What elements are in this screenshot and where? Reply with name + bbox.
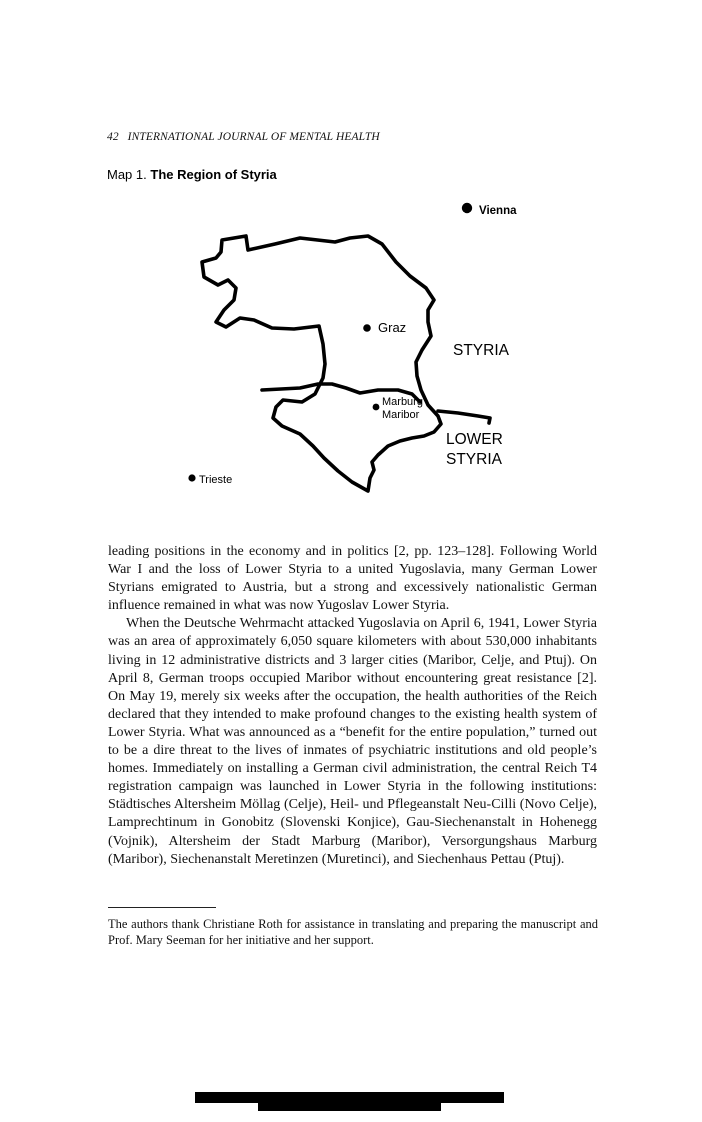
vienna-label: Vienna xyxy=(479,205,517,217)
graz-label: Graz xyxy=(378,320,407,335)
vienna-marker xyxy=(462,203,472,213)
maribor-marker xyxy=(373,404,380,411)
paragraph: When the Deutsche Wehrmacht attacked Yugoslavia on April 6, 1941, Lower Styria was an area of approximately 6,050 square kilometers with about 530,000 inhabitants living in 12 administrative districts and 3 larger cities (Maribor, Celje, and Ptuj). On April 8, German troops occupied Maribor without encountering great resistance [2]. On May 19, merely six weeks after the occupation, the health authorities of the Reich declared that they intended to make profound changes to the existing health system of Lower Styria. What was announced as a “benefit for the entire population,” turned out to be a dire threat to the lives of inmates of psychiatric institutions and old people’s homes. Immediately on installing a German civil administration, the central Reich T4 registration campaign was launched in Lower Styria in the following institutions: Städtisches Altersheim Möllag (Celje), Heil- und Pflegeanstalt Neu-Cilli (Novo Celje), Lamprechtinum in Gonobitz (Slovenski Konjice), Gau-Siechenanstalt in Hohenegg (Vojnik), Altersheim der Stadt Marburg (Maribor), Versorgungshaus Marburg (Maribor), Siechenanstalt Meretinzen (Muretinci), and Siechenhaus Pettau (Ptuj). xyxy=(108,616,597,867)
map-label: Map 1. xyxy=(107,167,147,182)
eastern-border xyxy=(438,411,490,423)
lower-styria-label-line1: LOWER xyxy=(446,431,503,448)
map-title-text: The Region of Styria xyxy=(150,167,277,182)
styria-map xyxy=(0,0,702,530)
paragraph: leading positions in the economy and in politics [2, pp. 123–128]. Following World War I and the loss of Lower Styria to a united Yugoslavia, many German Lower Styrians emigrated to Austria, but a strong and excessively nationalistic German influence remained in what was now Yugoslav Lower Styria. xyxy=(108,544,597,614)
scan-redaction-bar xyxy=(258,1100,441,1111)
maribor-label: Maribor xyxy=(382,409,420,421)
marburg-label: Marburg xyxy=(382,396,423,408)
trieste-label: Trieste xyxy=(199,474,233,486)
graz-marker xyxy=(363,324,371,332)
styria-boundary xyxy=(202,236,441,491)
body-text xyxy=(108,543,597,869)
footnote: The authors thank Christiane Roth for assistance in translating and preparing the manuscript and Prof. Mary Seeman for her initiative and her support. xyxy=(108,917,598,947)
styria-label: STYRIA xyxy=(453,342,509,359)
lower-styria-label-line2: STYRIA xyxy=(446,451,502,468)
footnote-divider xyxy=(108,907,216,908)
journal-title: INTERNATIONAL JOURNAL OF MENTAL HEALTH xyxy=(127,131,380,143)
page-number: 42 xyxy=(107,131,119,143)
trieste-marker xyxy=(188,474,195,481)
